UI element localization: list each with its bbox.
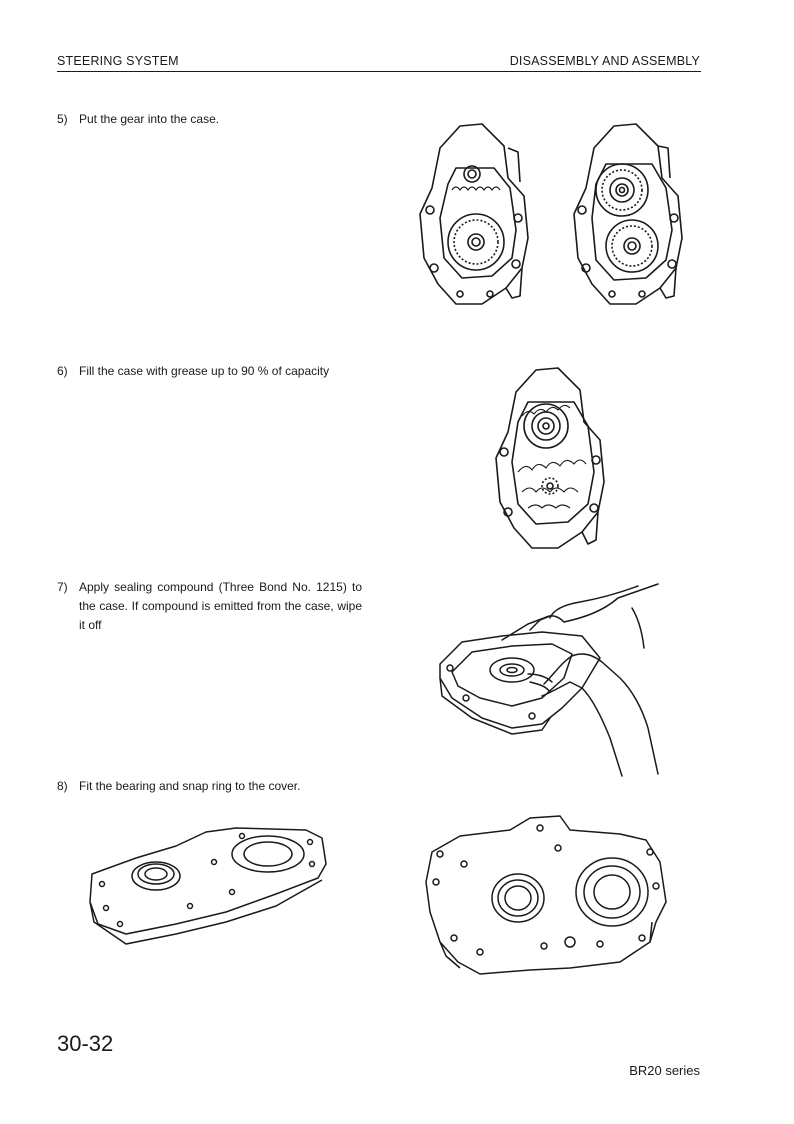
case-with-lower-gear-illustration (412, 118, 540, 314)
step-7 (57, 578, 362, 638)
case-with-both-gears-illustration (566, 118, 694, 314)
step-text: Fit the bearing and snap ring to the cover. (79, 779, 301, 793)
header-section-title: STEERING SYSTEM (57, 54, 179, 68)
step-number: 5) (57, 112, 68, 126)
cover-with-bearing-top-view-illustration (420, 812, 676, 980)
cover-with-bearing-perspective-illustration (86, 824, 332, 948)
model-series: BR20 series (629, 1063, 700, 1078)
step-5 (57, 110, 377, 130)
applying-sealing-compound-illustration (432, 578, 664, 778)
step-6 (57, 362, 377, 382)
step-number: 8) (57, 779, 68, 793)
step-8 (57, 777, 377, 797)
step-text: Apply sealing compound (Three Bond No. 1215) to the case. If compound is emitted from the case, wipe it off (79, 580, 362, 632)
step-text: Fill the case with grease up to 90 % of capacity (79, 364, 330, 378)
page-number: 30-32 (57, 1031, 114, 1056)
header-divider (57, 71, 701, 72)
step-text: Put the gear into the case. (79, 112, 220, 126)
step-number: 7) (57, 580, 68, 594)
case-filled-with-grease-illustration (488, 362, 616, 556)
step-number: 6) (57, 364, 68, 378)
header-chapter-title: DISASSEMBLY AND ASSEMBLY (509, 54, 700, 68)
